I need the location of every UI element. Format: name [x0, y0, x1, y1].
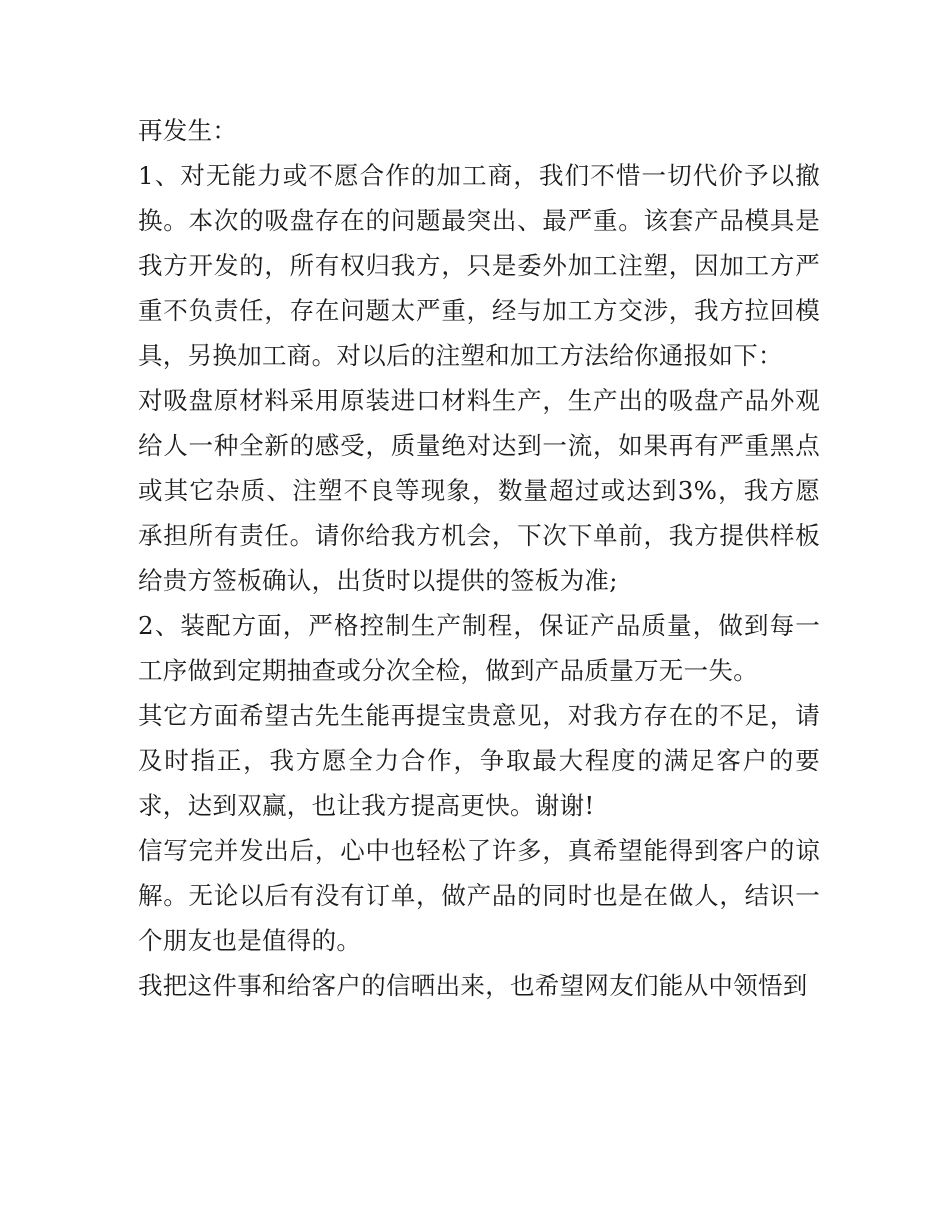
paragraph-material-commitment: 对吸盘原材料采用原装进口材料生产，生产出的吸盘产品外观给人一种全新的感受，质量绝对达到一流，如果再有严重黑点或其它杂质、注塑不良等现象，数量超过或达到3%，我方愿承担所有责任。请你给我方机会，下次下单前，我方提供样板给贵方签板确认，出货时以提供的签板为准; — [138, 386, 820, 595]
document-body — [138, 108, 820, 1008]
paragraph-reflection: 信写完并发出后，心中也轻松了许多，真希望能得到客户的谅解。无论以后有没有订单，做产品的同时也是在做人，结识一个朋友也是值得的。 — [138, 836, 820, 955]
paragraph-sharing: 我把这件事和给客户的信晒出来，也希望网友们能从中领悟到 — [138, 971, 808, 1000]
paragraph-item-1-replace-processor: 1、对无能力或不愿合作的加工商，我们不惜一切代价予以撤换。本次的吸盘存在的问题最突出、最严重。该套产品模具是我方开发的，所有权归我方，只是委外加工注塑，因加工方严重不负责任，存在问题太严重，经与加工方交涉，我方拉回模具，另换加工商。对以后的注塑和加工方法给你通报如下： — [138, 161, 820, 370]
paragraph-closing-request: 其它方面希望古先生能再提宝贵意见，对我方存在的不足，请及时指正，我方愿全力合作，争取最大程度的满足客户的要求，达到双赢，也让我方提高更快。谢谢! — [138, 701, 820, 820]
paragraph-continuation: 再发生： — [138, 116, 238, 145]
paragraph-item-2-assembly: 2、装配方面，严格控制生产制程，保证产品质量，做到每一工序做到定期抽查或分次全检，做到产品质量万无一失。 — [138, 611, 820, 685]
